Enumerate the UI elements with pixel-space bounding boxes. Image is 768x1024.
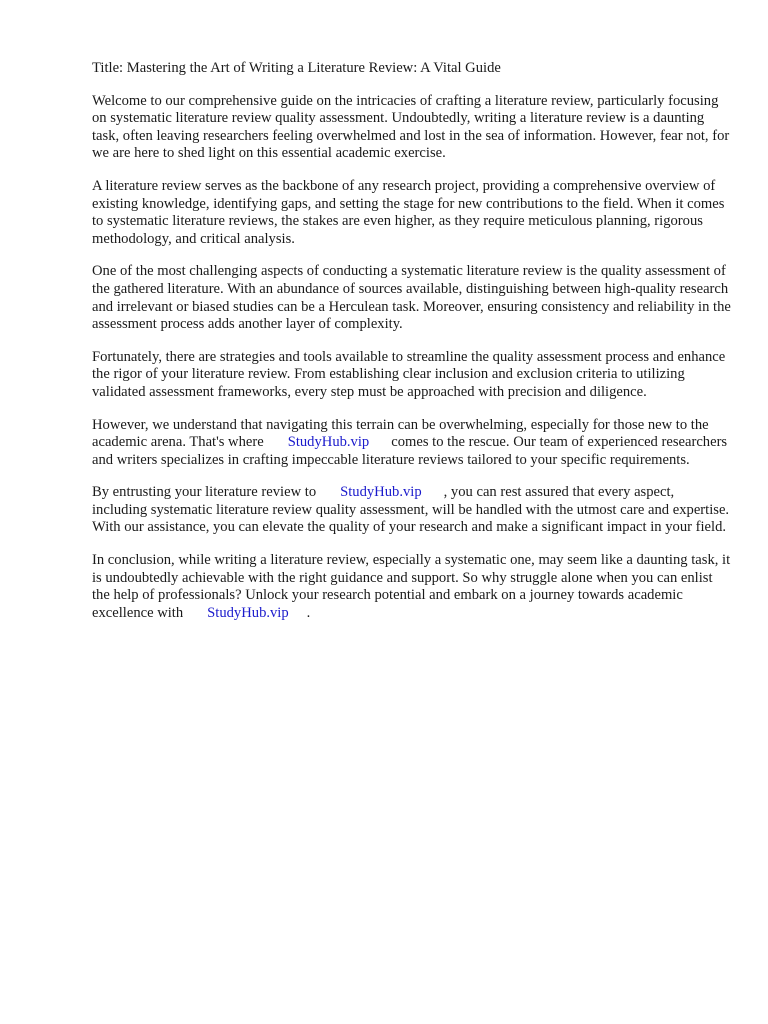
paragraph-challenges: One of the most challenging aspects of conducting a systematic literature review is the quality assessment of the gathered literature. With an abundance of sources available, distinguishing between high-quality research and irrelevant or biased studies can be a Herculean task. Moreover, ensuring consistency and reliability in the assessment process adds another layer of complexity. (92, 263, 731, 333)
document-title: Title: Mastering the Art of Writing a Literature Review: A Vital Guide (92, 60, 501, 76)
paragraph-text-after: , you can rest assured that every aspect, including systematic literature review quality assessment, will be handled with the utmost care and expertise. With our assistance, you can elevate the quality of your research and make a significant impact in your field. (92, 484, 730, 536)
paragraph-intro: Welcome to our comprehensive guide on the intricacies of crafting a literature review, particularly focusing on systematic literature review quality assessment. Undoubtedly, writing a literature review is a daunting task, often leaving researchers feeling overwhelmed and lost in the sea of information. However, fear not, for we are here to shed light on this essential academic exercise. (92, 92, 730, 162)
paragraph-strategies: Fortunately, there are strategies and tools available to streamline the quality assessment process and enhance the rigor of your literature review. From establishing clear inclusion and exclusion criteria to utilizing validated assessment frameworks, every step must be approached with precision and diligence. (92, 348, 726, 400)
paragraph-backbone: A literature review serves as the backbone of any research project, providing a comprehensive overview of existing knowledge, identifying gaps, and setting the stage for new contributions to the field. When it comes to systematic literature reviews, the stakes are even higher, as they require meticulous planning, rigorous methodology, and critical analysis. (92, 177, 725, 247)
document-page (92, 60, 732, 637)
paragraph-text-after: comes to the rescue. Our team of experienced researchers and writers specializes in crafting impeccable literature reviews tailored to your specific requirements. (92, 434, 728, 468)
paragraph-conclusion (92, 552, 732, 622)
studyhub-link[interactable]: StudyHub.vip (340, 484, 422, 501)
paragraph-text-before: However, we understand that navigating this terrain can be overwhelming, especially for those new to the academic arena. That's where (92, 416, 709, 451)
studyhub-link[interactable]: StudyHub.vip (287, 434, 370, 451)
studyhub-link[interactable]: StudyHub.vip (207, 604, 289, 621)
paragraph-entrusting (92, 484, 732, 537)
paragraph-studyhub-intro (92, 417, 732, 470)
paragraph-text-after: . (306, 604, 311, 621)
paragraph-text-before: In conclusion, while writing a literature review, especially a systematic one, may seem like a daunting task, it is undoubtedly achievable with the right guidance and support. So why struggle alone when you can enlist the help of professionals? Unlock your research potential and embark on a journey towards academic excellence with (92, 552, 731, 621)
paragraph-text-before: By entrusting your literature review to (92, 484, 317, 501)
